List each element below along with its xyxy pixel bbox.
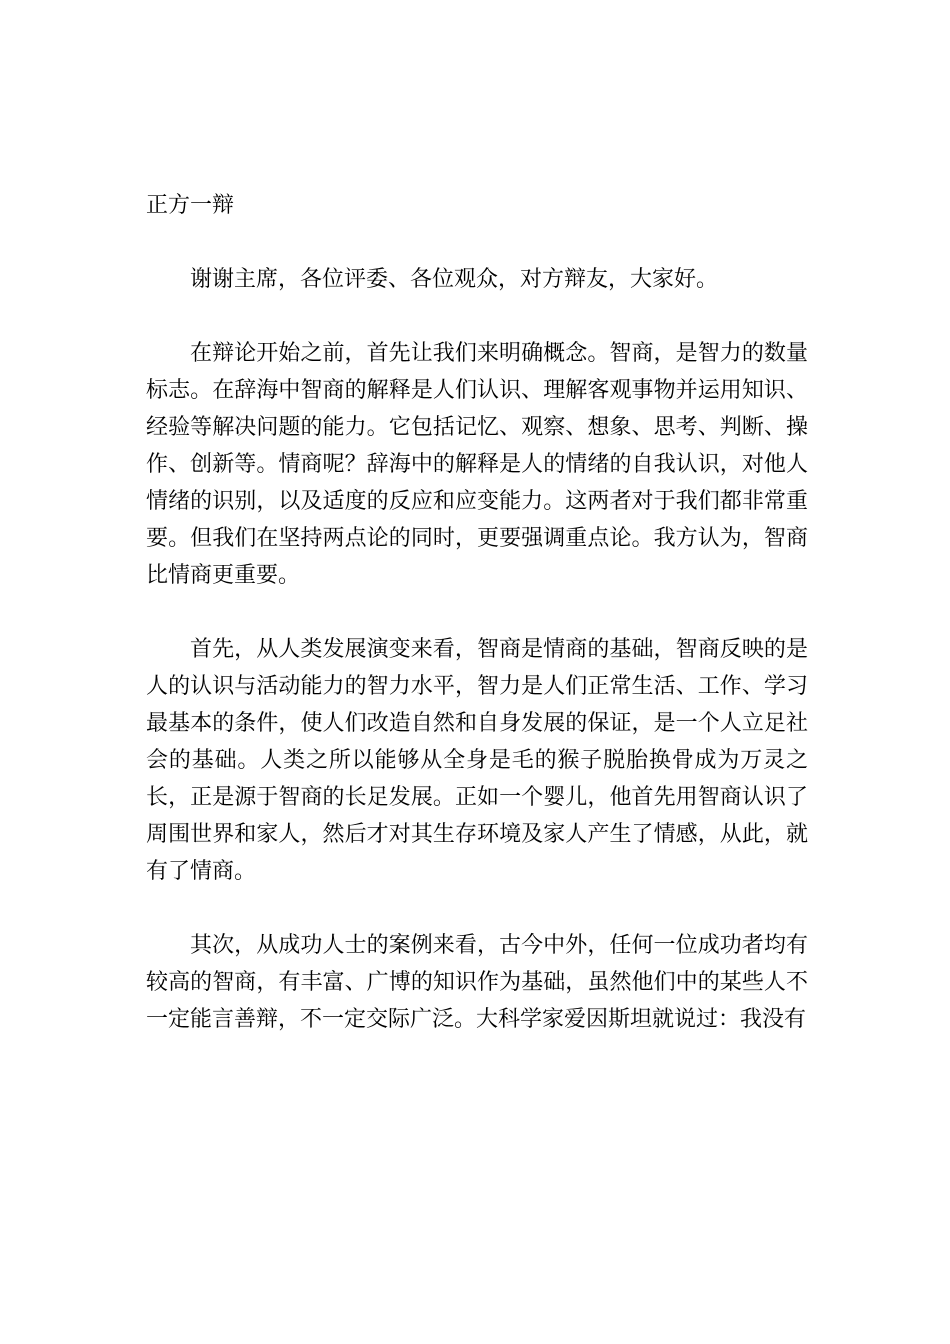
document-body <box>146 187 808 1038</box>
paragraph-greeting: 谢谢主席，各位评委、各位观众，对方辩友，大家好。 <box>190 267 719 292</box>
paragraph-first-argument: 首先，从人类发展演变来看，智商是情商的基础，智商反映的是人的认识与活动能力的智力水平，智力是人们正常生活、工作、学习最基本的条件，使人们改造自然和自身发展的保证，是一个人立足社会的基础。人类之所以能够从全身是毛的猴子脱胎换骨成为万灵之长，正是源于智商的长足发展。正如一个婴儿，他首先用智商认识了周围世界和家人，然后才对其生存环境及家人产生了情感，从此，就有了情商。 <box>146 637 808 884</box>
document-heading: 正方一辩 <box>146 193 235 218</box>
paragraph-definitions: 在辩论开始之前，首先让我们来明确概念。智商，是智力的数量标志。在辞海中智商的解释是人们认识、理解客观事物并运用知识、经验等解决问题的能力。它包括记忆、观察、想象、思考、判断、操作、创新等。情商呢？辞海中的解释是人的情绪的自我认识，对他人情绪的识别，以及适度的反应和应变能力。这两者对于我们都非常重要。但我们在坚持两点论的同时，更要强调重点论。我方认为，智商比情商更重要。 <box>146 341 808 588</box>
paragraph-second-argument: 其次，从成功人士的案例来看，古今中外，任何一位成功者均有较高的智商，有丰富、广博的知识作为基础，虽然他们中的某些人不一定能言善辩，不一定交际广泛。大科学家爱因斯坦就说过：我没有 <box>146 933 808 1032</box>
